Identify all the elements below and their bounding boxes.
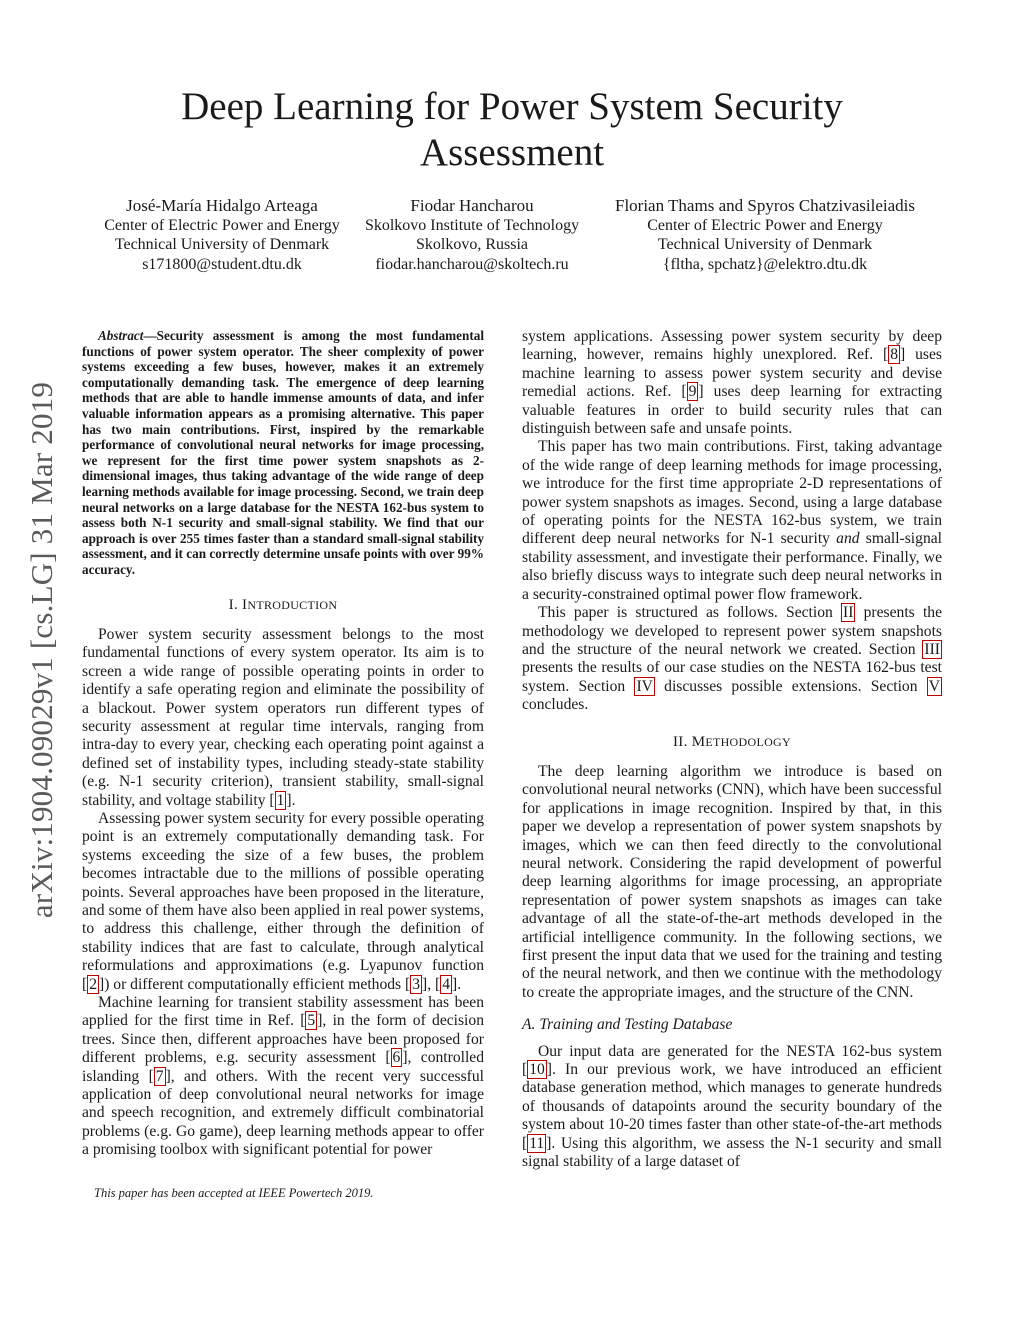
author-email: {fltha, spchatz}@elektro.dtu.dk <box>662 255 868 273</box>
citation-link[interactable]: 11 <box>529 1134 545 1152</box>
arxiv-id: arXiv:1904.09029v1 [cs.LG] 31 Mar 2019 <box>24 381 59 919</box>
citation-link[interactable]: 6 <box>392 1049 401 1067</box>
structure-paragraph: This paper is structured as follows. Section II presents the methodology we developed to represent power system snapshots and the structure of the neural network we created. Section III presents the results of our case studies on the NESTA 162-bus test system. Section IV discusses possible extensions. Section V concludes. <box>522 604 942 714</box>
methodology-paragraph: The deep learning algorithm we introduce is based on convolutional neural networks (CNN), which have been successful for applications in image recognition. Inspired by that, in this paper we develop a representation of power system snapshots by images, which we can then feed directly to the convolutional neural network. Considering the rapid development of powerful deep learning algorithms for image processing, an appropriate representation of power system snapshots as images can take advantage of all the state-of-the-art methods developed in the artificial intelligence community. In the following sections, we first present the input data that we used for the training and testing of the neural network, and then we continue with the methodology to create the appropriate images, and the structure of the CNN. <box>522 762 942 1001</box>
intro-paragraph-2: Assessing power system security for every possible operating point is an extremely computationally demanding task. For systems exceeding the size of a few buses, the problem becomes intractable due to the millions of possible operating points. Several approaches have been proposed in the literature, and some of them have also been applied in real power systems, to address this challenge, either through the definition of stability indices that are fast to calculate, through analytical reformulations and approximations (e.g. Lyapunov function [ 2 ]) or different computationally efficient methods [ 3 ], [ 4 ]. <box>82 809 484 993</box>
author-affiliation: Skolkovo, Russia <box>415 236 528 253</box>
author-affiliation: Technical University of Denmark <box>114 236 330 253</box>
citation-link[interactable]: 7 <box>155 1067 164 1085</box>
intro-paragraph-4: system applications. Assessing power system security by deep learning, however, remains highly unexplored. Ref. [ 8 ] uses machine learning to assess power system security and devise remedial actions. Ref. [ 9 ] uses deep learning for extracting valuable features in order to build security rules that can distinguish between safe and unsafe points. <box>522 328 942 438</box>
author-email: s171800@student.dtu.dk <box>142 255 302 273</box>
author-affiliation: Center of Electric Power and Energy <box>647 216 883 234</box>
left-column <box>82 328 484 1160</box>
section-heading-methodology: II. METHODOLOGY <box>673 733 791 750</box>
citation-link[interactable]: 4 <box>442 975 451 993</box>
author-block-2 <box>356 196 588 274</box>
citation-link[interactable]: 8 <box>890 346 899 364</box>
citation-link[interactable]: 3 <box>412 975 421 993</box>
intro-paragraph-1: Power system security assessment belongs to the most fundamental functions of every system operator. Its aim is to screen a wide range of possible operating points in order to identify a safe operating region and eliminate the possibility of a blackout. Power system operators run different types of security assessment at regular time intervals, ranging from intra-day to every year, checking each operating point against a defined set of instability types, including steady-state stability (e.g. N-1 security criterion), transient stability, small-signal stability, and voltage stability [ 1 ]. <box>82 625 484 809</box>
citation-link[interactable]: 5 <box>307 1012 316 1030</box>
contributions-paragraph: This paper has two main contributions. First, taking advantage of the wide range of deep learning methods for image processing, we introduce for the first time appropriate 2-D representations of power system snapshots as images. Second, using a large database of operating points for the NESTA 162-bus system, we train different deep neural networks for N-1 security and small-signal stability assessment, and investigate their performance. Finally, we also briefly discuss ways to integrate such deep neural networks in a security-constrained optimal power flow framework. <box>522 438 942 603</box>
arxiv-stamp <box>20 350 64 950</box>
author-email: fiodar.hancharou@skoltech.ru <box>375 255 569 273</box>
section-link[interactable]: III <box>924 640 940 658</box>
emphasis: and <box>836 530 860 548</box>
abstract <box>82 328 484 578</box>
citation-link[interactable]: 10 <box>529 1061 545 1079</box>
paper-title: Deep Learning for Power System Security Assessment <box>181 85 843 174</box>
author-name: Fiodar Hancharou <box>410 196 534 215</box>
section-link[interactable]: IV <box>636 677 653 695</box>
section-link[interactable]: II <box>843 604 854 622</box>
database-paragraph: Our input data are generated for the NESTA 162-bus system [ 10 ]. In our previous work, we have introduced an efficient database generation method, which manages to generate hundreds of thousands of datapoints around the security boundary of the system about 10-20 times faster than other state-of-the-art methods [ 11 ]. Using this algorithm, we assess the N-1 security and small signal stability of a large dataset of <box>522 1042 942 1171</box>
citation-link[interactable]: 1 <box>276 791 285 809</box>
section-link[interactable]: V <box>928 677 940 695</box>
author-affiliation: Center of Electric Power and Energy <box>104 216 340 234</box>
right-column <box>522 328 942 1171</box>
author-affiliation: Skolkovo Institute of Technology <box>364 216 580 234</box>
intro-paragraph-3: Machine learning for transient stability assessment has been applied for the first time in Ref. [ 5 ], in the form of decision trees. Since then, different approaches have been proposed for different problems, e.g. security assessment [ 6 ], controlled islanding [ 7 ], and others. With the recent very successful application of deep convolutional neural networks for image and speech recognition, and extremely difficult combinatorial problems (e.g. Go game), deep learning methods appear to offer a promising toolbox with significant potential for power <box>82 994 485 1159</box>
footnote: This paper has been accepted at IEEE Powertech 2019. <box>94 1186 374 1200</box>
author-block-3 <box>592 196 938 274</box>
citation-link[interactable]: 9 <box>688 383 697 401</box>
author-name: Florian Thams and Spyros Chatzivasileiadis <box>615 196 915 215</box>
abstract-text: —Security assessment is among the most fundamental functions of power system operator. The sheer complexity of power systems exceeding a few buses, however, makes it an extremely computationally demanding task. The emergence of deep learning methods that are able to handle immense amounts of data, and infer valuable information appears as a promising alternative. This paper has two main contributions. First, inspired by the remarkable performance of convolutional neural networks for image processing, we represent for the first time power system snapshots as 2-dimensional images, thus taking advantage of the wide range of deep learning methods available for image processing. Second, we train deep neural networks on a large database for the NESTA 162-bus system to assess both N-1 security and small-signal stability. We find that our approach is over 255 times faster than a standard small-signal stability assessment, and it can correctly determine unsafe points with over 99% accuracy. <box>82 328 484 577</box>
section-heading-introduction: I. INTRODUCTION <box>228 596 338 613</box>
abstract-label: Abstract <box>98 328 144 343</box>
subsection-heading: A. Training and Testing Database <box>522 1016 733 1034</box>
author-affiliation: Technical University of Denmark <box>657 236 873 253</box>
citation-link[interactable]: 2 <box>89 975 97 993</box>
author-name: José-María Hidalgo Arteaga <box>126 196 318 215</box>
author-block-1 <box>90 196 354 274</box>
